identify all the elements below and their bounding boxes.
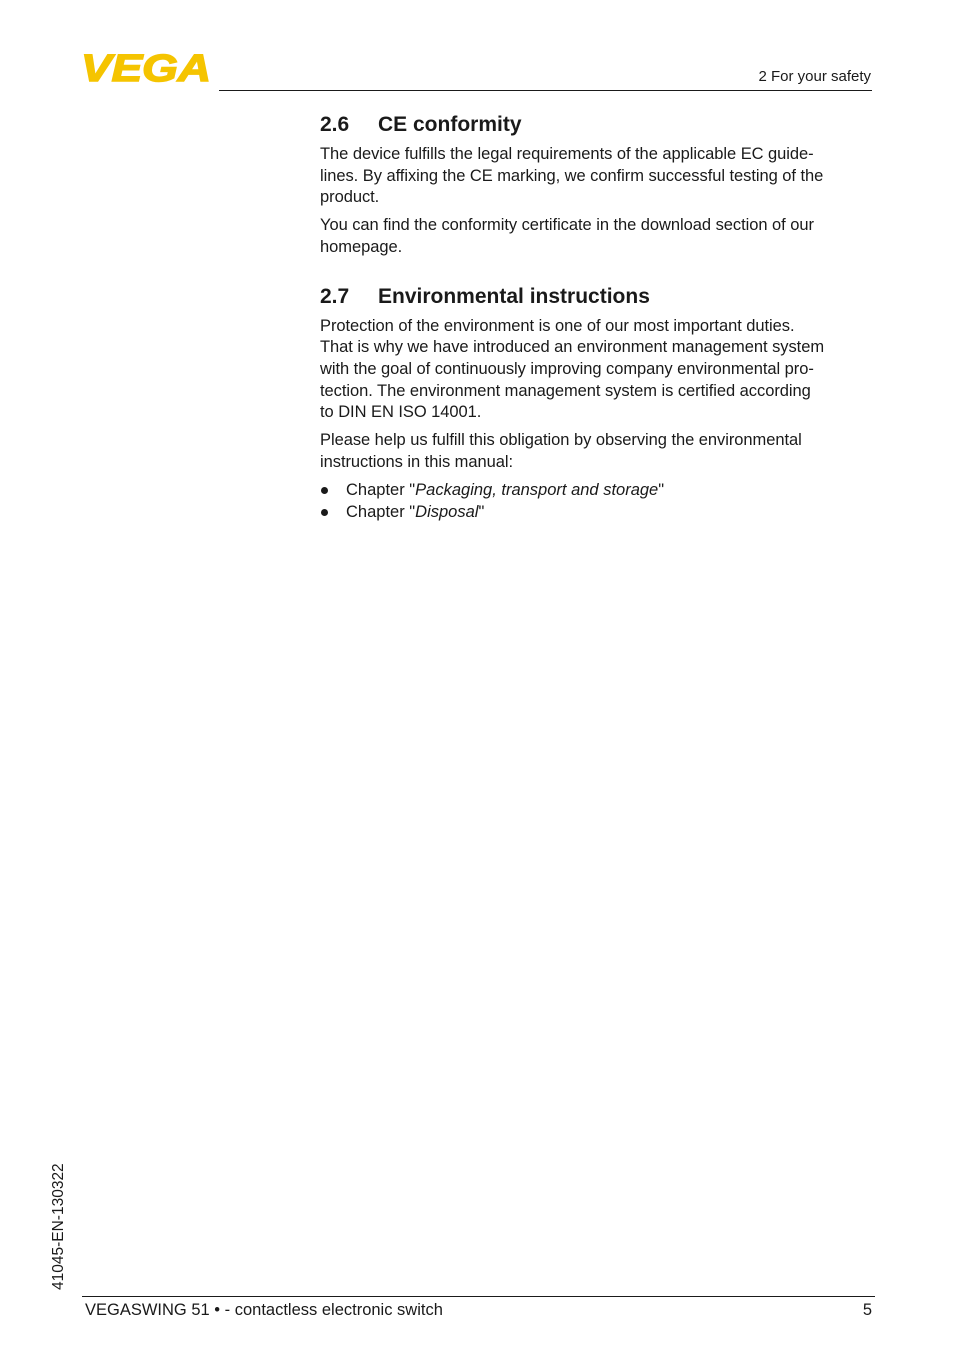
section-number: 2.6 — [320, 113, 350, 136]
chapter-reference: Disposal — [415, 502, 479, 521]
list-item-suffix: " — [478, 502, 485, 521]
bullet-icon — [321, 509, 328, 516]
page-content — [320, 111, 875, 523]
chapter-reference-list — [320, 480, 875, 523]
footer-rule — [82, 1296, 875, 1297]
footer-title: VEGASWING 51 • - contactless electronic switch — [85, 1301, 443, 1319]
paragraph — [320, 316, 875, 425]
section-heading-ce-conformity — [320, 111, 875, 139]
vega-logo — [80, 50, 212, 84]
text-line: Protection of the environment is one of our most important duties. — [320, 316, 795, 335]
text-line: Please help us fulfill this obligation by observing the environmental — [320, 431, 802, 450]
section-title: Environmental instructions — [378, 284, 650, 308]
paragraph — [320, 215, 875, 258]
text-line: tection. The environment management system is certified according — [320, 381, 811, 400]
text-line: You can find the conformity certificate in the download section of our — [320, 216, 814, 235]
text-line: instructions in this manual: — [320, 452, 514, 471]
text-line: homepage. — [320, 237, 403, 256]
list-item-prefix: Chapter " — [346, 481, 416, 500]
paragraph — [320, 144, 875, 209]
section-number: 2.7 — [320, 284, 350, 308]
list-item — [320, 502, 875, 524]
text-line: product. — [320, 188, 380, 207]
page-number: 5 — [862, 1301, 872, 1319]
text-line: with the goal of continuously improving company environmental pro- — [320, 359, 814, 378]
section-heading-environmental-instructions — [320, 283, 875, 311]
header-rule — [219, 90, 872, 91]
list-item-suffix: " — [658, 481, 665, 500]
section-spacer — [320, 265, 875, 283]
text-line: That is why we have introduced an environment management system — [320, 338, 825, 357]
section-title: CE conformity — [378, 113, 522, 136]
logo-text: VEGA — [81, 50, 211, 84]
chapter-reference: Packaging, transport and storage — [415, 481, 659, 500]
paragraph — [320, 430, 875, 473]
running-header: 2 For your safety — [758, 68, 871, 85]
bullet-icon — [321, 487, 328, 494]
text-line: lines. By affixing the CE marking, we confirm successful testing of the — [320, 166, 824, 185]
text-line: The device fulfills the legal requirements of the applicable EC guide- — [320, 145, 814, 163]
document-code: 41045-EN-130322 — [50, 1163, 67, 1290]
list-item — [320, 480, 875, 502]
list-item-prefix: Chapter " — [346, 502, 416, 521]
text-line: to DIN EN ISO 14001. — [320, 403, 482, 422]
